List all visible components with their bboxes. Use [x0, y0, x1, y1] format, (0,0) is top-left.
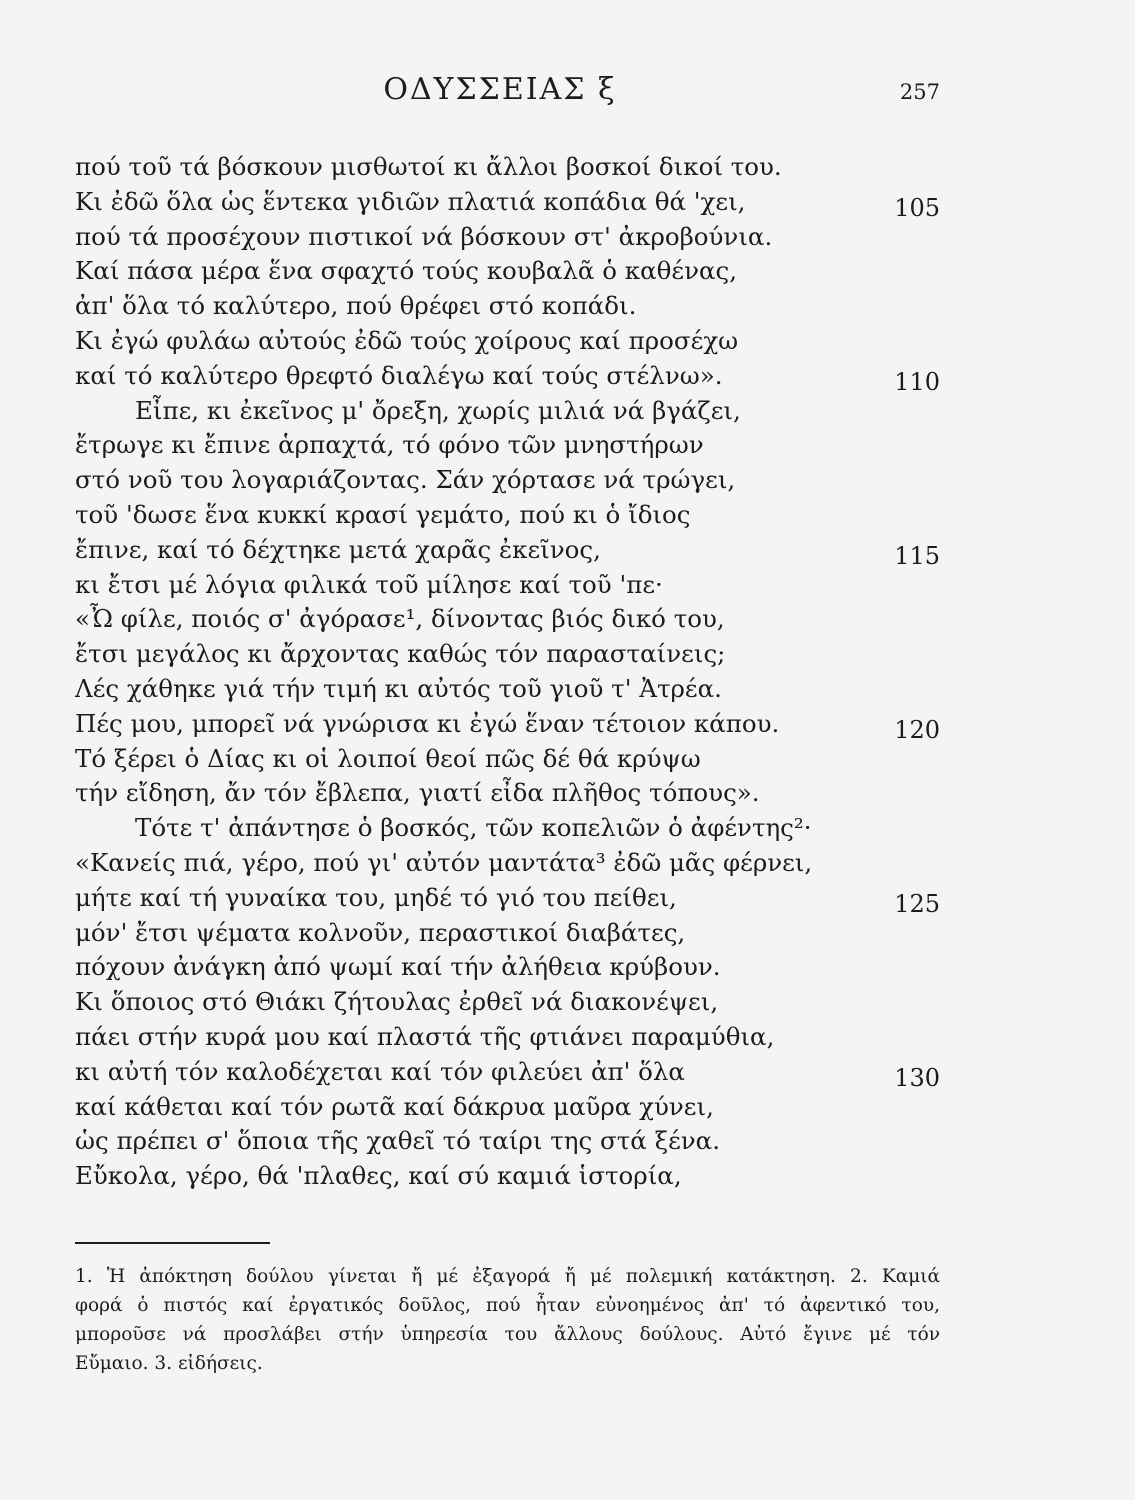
verse-text: στό νοῦ του λογαριάζοντας. Σάν χόρτασε νά τρώγει, [75, 465, 736, 495]
verse-text: τοῦ 'δωσε ἕνα κυκκί κρασί γεμάτο, πού κι ὁ ἴδιος [75, 499, 691, 529]
verse-line [75, 985, 940, 1020]
footnotes [75, 1262, 940, 1378]
verse-text: κι ἔτσι μέ λόγια φιλικά τοῦ μίλησε καί τοῦ 'πε· [75, 569, 663, 599]
verse-text: Πές μου, μπορεῖ νά γνώρισα κι ἐγώ ἕναν τέτοιον κάπου. [75, 708, 780, 738]
verse-text: ἔτσι μεγάλος κι ἄρχοντας καθώς τόν παρασταίνεις; [75, 639, 726, 669]
verse-text: Κι ὅποιος στό Θιάκι ζήτουλας ἐρθεῖ νά διακονέψει, [75, 987, 719, 1017]
verse-line [75, 811, 940, 846]
verse-text: πού τά προσέχουν πιστικοί νά βόσκουν στ' ἀκροβούνια. [75, 221, 773, 251]
verse-text: ἔπινε, καί τό δέχτηκε μετά χαρᾶς ἐκεῖνος, [75, 534, 601, 564]
verse-line [75, 498, 940, 533]
verse-line [75, 463, 940, 498]
verse-line [75, 950, 940, 985]
verse-text: Εὔκολα, γέρο, θά 'πλαθες, καί σύ καμιά ἱστορία, [75, 1161, 682, 1191]
page-title: ΟΔΥΣΣΕΙΑΣ ξ [383, 72, 617, 107]
verse-line [75, 1159, 940, 1194]
verse-text: Τό ξέρει ὁ Δίας κι οἱ λοιποί θεοί πῶς δέ θά κρύψω [75, 743, 701, 773]
line-number: 130 [894, 1063, 940, 1092]
verse-line [75, 707, 940, 742]
verse-text: πόχουν ἀνάγκη ἀπό ψωμί καί τήν ἀλήθεια κρύβουν. [75, 952, 721, 982]
verse-line [75, 289, 940, 324]
verse-text: Καί πάσα μέρα ἕνα σφαχτό τούς κουβαλᾶ ὁ καθένας, [75, 256, 738, 286]
verse-text: ὡς πρέπει σ' ὅποια τῆς χαθεῖ τό ταίρι της στά ξένα. [75, 1126, 720, 1156]
verse-text: Τότε τ' ἀπάντησε ὁ βοσκός, τῶν κοπελιῶν ὁ ἀφέντης²· [135, 813, 812, 843]
verse-text: «Κανείς πιά, γέρο, πού γι' αὐτόν μαντάτα³ ἐδῶ μᾶς φέρνει, [75, 847, 813, 877]
footnote-line: φορά ὁ πιστός καί ἐργατικός δοῦλος, πού ἦταν εὐνοημένος ἀπ' τό ἀφεντικό του, [75, 1295, 940, 1316]
verse-text: τήν εἴδηση, ἄν τόν ἔβλεπα, γιατί εἶδα πλῆθος τόπους». [75, 778, 760, 808]
verse-line [75, 533, 940, 568]
page-number: 257 [899, 80, 940, 104]
verse-line [75, 672, 940, 707]
verse-line [75, 428, 940, 463]
verse-text: Κι ἐδῶ ὅλα ὡς ἕντεκα γιδιῶν πλατιά κοπάδια θά 'χει, [75, 186, 746, 216]
verse-line [75, 394, 940, 429]
line-number: 120 [894, 715, 940, 744]
verse-line [75, 1020, 940, 1055]
verse-text: ἀπ' ὅλα τό καλύτερο, πού θρέφει στό κοπάδι. [75, 291, 637, 321]
line-number: 115 [894, 541, 940, 570]
verse-line [75, 568, 940, 603]
verse-line [75, 1090, 940, 1125]
verse-text: καί τό καλύτερο θρεφτό διαλέγω καί τούς στέλνω». [75, 360, 723, 390]
verse-text: πού τοῦ τά βόσκουν μισθωτοί κι ἄλλοι βοσκοί δικοί του. [75, 152, 782, 181]
verse-text: Λές χάθηκε γιά τήν τιμή κι αὐτός τοῦ γιοῦ τ' Ἀτρέα. [75, 673, 722, 703]
verse-line [75, 602, 940, 637]
verse-line [75, 185, 940, 220]
verse-line [75, 359, 940, 394]
verse-text: Εἶπε, κι ἐκεῖνος μ' ὄρεξη, χωρίς μιλιά νά βγάζει, [135, 395, 741, 425]
verse-text: πάει στήν κυρά μου καί πλαστά τῆς φτιάνει παραμύθια, [75, 1021, 775, 1051]
verse-text: κι αὐτή τόν καλοδέχεται καί τόν φιλεύει ἀπ' ὅλα [75, 1056, 685, 1086]
verse-text: ἔτρωγε κι ἔπινε ἁρπαχτά, τό φόνο τῶν μνηστήρων [75, 430, 704, 460]
verse-text: «Ὦ φίλε, ποιός σ' ἀγόρασε¹, δίνοντας βιός δικό του, [75, 604, 725, 634]
verse-line [75, 881, 940, 916]
line-number: 125 [894, 889, 940, 918]
verse-text: Κι ἐγώ φυλάω αὐτούς ἐδῶ τούς χοίρους καί προσέχω [75, 325, 739, 355]
verse-text: μήτε καί τή γυναίκα του, μηδέ τό γιό του πείθει, [75, 882, 677, 912]
verse-line [75, 220, 940, 255]
line-number: 110 [894, 367, 940, 396]
footnote-divider [75, 1242, 270, 1244]
verse-line [75, 776, 940, 811]
verse-line [75, 916, 940, 951]
verse-text: καί κάθεται καί τόν ρωτᾶ καί δάκρυα μαῦρα χύνει, [75, 1091, 714, 1121]
verse-line [75, 742, 940, 777]
verse-line [75, 324, 940, 359]
verse-line [75, 637, 940, 672]
verse-line [75, 846, 940, 881]
line-number: 105 [894, 193, 940, 222]
verse-line [75, 1055, 940, 1090]
verse-line [75, 150, 940, 185]
footnote-line: μποροῦσε νά προσλάβει στήν ὑπηρεσία του ἄλλους δούλους. Αὐτό ἔγινε μέ τόν [75, 1324, 940, 1345]
verse-line [75, 1124, 940, 1159]
verse-text: μόν' ἔτσι ψέματα κολνοῦν, περαστικοί διαβάτες, [75, 917, 686, 947]
verse-block [75, 150, 940, 1194]
footnote-line: Εὔμαιο. 3. εἰδήσεις. [75, 1353, 263, 1374]
footnote-line: 1. Ἡ ἀπόκτηση δούλου γίνεται ἤ μέ ἐξαγορά ἤ μέ πολεμική κατάκτηση. 2. Καμιά [75, 1266, 940, 1287]
verse-line [75, 254, 940, 289]
